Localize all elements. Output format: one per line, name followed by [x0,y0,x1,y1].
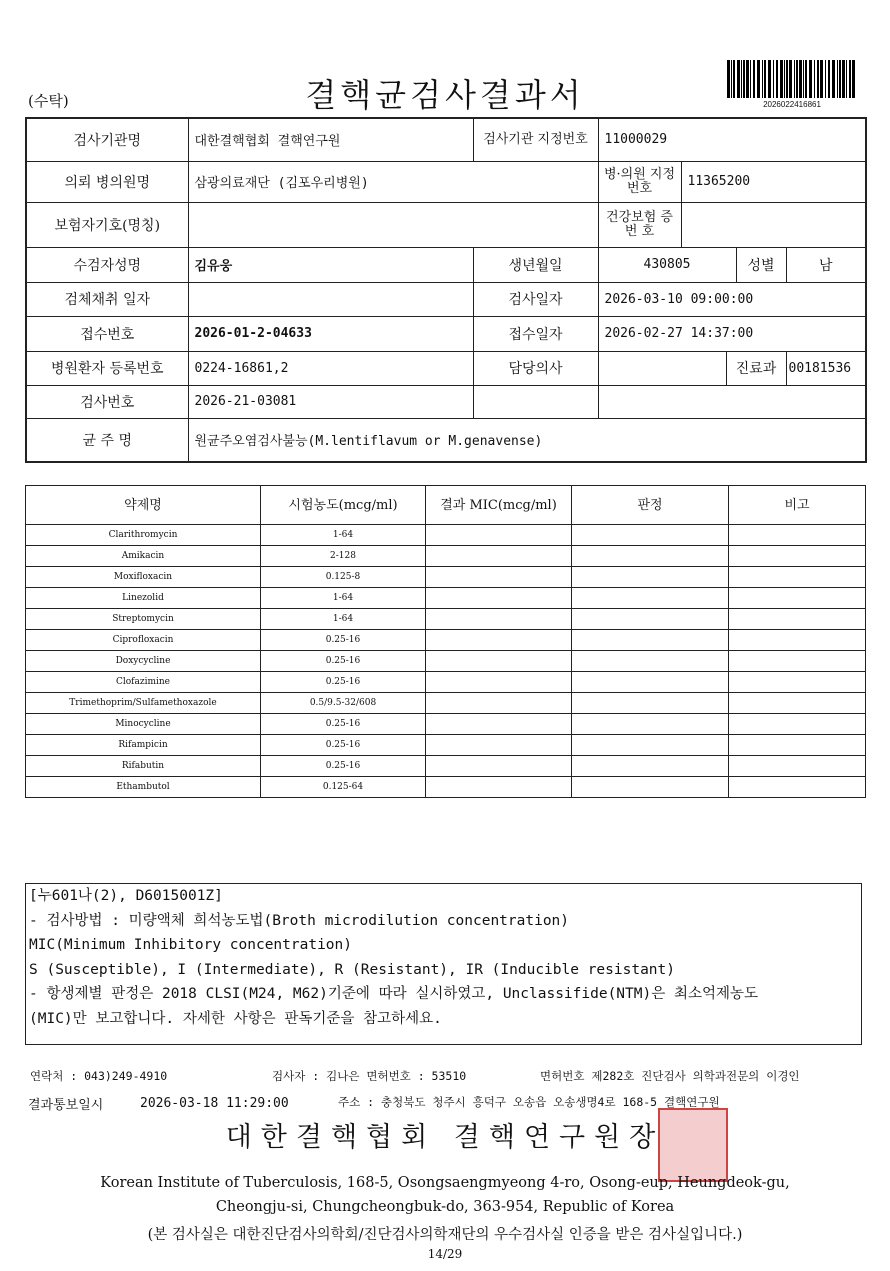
table-row [26,546,866,567]
barcode [727,60,857,98]
table-row [26,609,866,630]
interpretation [572,651,729,672]
mic-result [426,546,572,567]
receipt-date: 2026-02-27 14:37:00 [598,316,866,351]
certification: (본 검사실은 대한진단검사의학회/진단검사의학재단의 우수검사실 인증을 받은 검사실입니다.) [147,1227,743,1243]
mic-result [426,651,572,672]
table-header-row [26,486,866,525]
interpretation [572,672,729,693]
collect-label: 검체채취 일자 [26,282,188,316]
mic-result [426,525,572,546]
reg-no: 0224-16861,2 [188,351,473,385]
drug-name: Linezolid [26,588,261,609]
mic-result [426,714,572,735]
lab-name-label: 검사기관명 [26,118,188,161]
remarks [729,567,866,588]
specialist: 면허번호 제282호 진단검사 의학과전문의 이경인 [540,1069,800,1083]
drug-name: Clarithromycin [26,525,261,546]
report-time: 2026-03-18 11:29:00 [140,1096,289,1111]
lab-name: 대한결핵협회 결핵연구원 [188,118,473,161]
note-criteria-cont: (MIC)만 보고합니다. 자세한 사항은 판독기준을 참고하세요. [29,1010,442,1027]
test-concentration: 1-64 [261,525,426,546]
receipt-no: 2026-01-2-04633 [188,316,473,351]
interpretation [572,693,729,714]
insurance-no [681,202,866,247]
header-mic: 결과 MIC(mcg/ml) [426,486,572,525]
hospital-label: 의뢰 병의원명 [26,161,188,202]
report-time-label: 결과통보일시 [28,1098,104,1113]
lab-code-label: 검사기관 지정번호 [473,118,598,161]
interpretation [572,588,729,609]
remarks [729,546,866,567]
test-concentration: 0.25-16 [261,756,426,777]
remarks [729,525,866,546]
insurer [188,202,598,247]
patient-label: 수검자성명 [26,247,188,282]
remarks [729,693,866,714]
interpretation [572,756,729,777]
table-row [26,756,866,777]
interpretation [572,525,729,546]
header-drug: 약제명 [26,486,261,525]
test-no-label: 검사번호 [26,385,188,418]
notes-box [25,883,862,1045]
hospital: 삼광의료재단 (김포우리병원) [188,161,598,202]
mic-result [426,693,572,714]
receipt-no-label: 접수번호 [26,316,188,351]
english-address-2: Cheongju-si, Chungcheongbuk-do, 363-954, Republic of Korea [215,1199,675,1215]
contact: 연락처 : 043)249-4910 [30,1069,168,1083]
drug-name: Rifabutin [26,756,261,777]
consign-label: (수탁) [28,92,69,110]
test-date: 2026-03-10 09:00:00 [598,282,866,316]
collect-date [188,282,473,316]
remarks [729,588,866,609]
interpretation [572,609,729,630]
info-table [25,117,867,463]
hospital-code: 11365200 [681,161,866,202]
mic-result [426,756,572,777]
interpretation [572,714,729,735]
reg-no-label: 병원환자 등록번호 [26,351,188,385]
mic-result [426,588,572,609]
test-concentration: 0.25-16 [261,735,426,756]
drug-name: Rifampicin [26,735,261,756]
remarks [729,756,866,777]
hospital-code-label: 병·의원 지정번호 [598,161,681,202]
drug-name: Clofazimine [26,672,261,693]
test-date-label: 검사일자 [473,282,598,316]
insurer-label: 보험자기호(명칭) [26,202,188,247]
remarks [729,609,866,630]
table-row [26,777,866,798]
mic-result [426,735,572,756]
remarks [729,630,866,651]
address: 주소 : 충청북도 청주시 흥덕구 오송읍 오송생명4로 168-5 결핵연구원 [338,1095,720,1109]
sex-label: 성별 [736,247,786,282]
table-row [26,693,866,714]
patient-name: 김유웅 [188,247,473,282]
header-concentration: 시험농도(mcg/ml) [261,486,426,525]
drug-name: Ethambutol [26,777,261,798]
empty-cell [473,385,598,418]
doctor-label: 담당의사 [473,351,598,385]
table-row [26,525,866,546]
test-concentration: 0.25-16 [261,630,426,651]
mic-result [426,672,572,693]
test-concentration: 0.5/9.5-32/608 [261,693,426,714]
test-concentration: 1-64 [261,609,426,630]
remarks [729,714,866,735]
dept-label: 진료과 [726,351,786,385]
header-interpretation: 판정 [572,486,729,525]
species-label: 균 주 명 [26,418,188,462]
interpretation [572,546,729,567]
lab-code: 11000029 [598,118,866,161]
empty-cell [598,385,866,418]
insurance-no-label: 건강보험 증 번 호 [598,202,681,247]
birth-label: 생년월일 [473,247,598,282]
drug-name: Moxifloxacin [26,567,261,588]
note-legend: S (Susceptible), I (Intermediate), R (Resistant), IR (Inducible resistant) [29,961,676,978]
remarks [729,777,866,798]
drug-name: Trimethoprim/Sulfamethoxazole [26,693,261,714]
drug-name: Streptomycin [26,609,261,630]
table-row [26,567,866,588]
table-row [26,651,866,672]
page-number: 14/29 [427,1247,463,1261]
table-row [26,714,866,735]
remarks [729,672,866,693]
drug-name: Ciprofloxacin [26,630,261,651]
species: 원균주오염검사불능(M.lentiflavum or M.genavense) [188,418,866,462]
test-concentration: 0.25-16 [261,651,426,672]
interpretation [572,777,729,798]
test-concentration: 0.125-8 [261,567,426,588]
note-criteria: - 항생제별 판정은 2018 CLSI(M24, M62)기준에 따라 실시하였고, Unclassifide(NTM)은 최소억제농도 [29,986,759,1002]
test-no: 2026-21-03081 [188,385,473,418]
interpretation [572,630,729,651]
note-mic: MIC(Minimum Inhibitory concentration) [29,937,353,953]
table-row [26,630,866,651]
receipt-date-label: 접수일자 [473,316,598,351]
barcode-number: 2026022416861 [763,100,821,109]
note-method: - 검사방법 : 미량액체 희석농도법(Broth microdilution concentration) [29,912,570,929]
english-address-1: Korean Institute of Tuberculosis, 168-5, Osongsaengmyeong 4-ro, Osong-eup, Heungdeok-gu, [100,1175,790,1191]
sex: 남 [786,247,866,282]
mic-result [426,630,572,651]
organization-head: 대한결핵협회 결핵연구원장 [225,1122,665,1153]
table-row [26,672,866,693]
table-row [26,588,866,609]
mic-result [426,609,572,630]
mic-result [426,567,572,588]
page-title: 결핵균검사결과서 [305,76,585,114]
birth: 430805 [598,247,736,282]
test-concentration: 0.125-64 [261,777,426,798]
mic-result [426,777,572,798]
table-row [26,735,866,756]
drug-susceptibility-table [25,485,866,798]
test-concentration: 1-64 [261,588,426,609]
test-concentration: 2-128 [261,546,426,567]
drug-name: Minocycline [26,714,261,735]
remarks [729,651,866,672]
interpretation [572,735,729,756]
test-concentration: 0.25-16 [261,672,426,693]
dept: 00181536 [786,351,866,385]
test-concentration: 0.25-16 [261,714,426,735]
tester: 검사자 : 김나은 면허번호 : 53510 [272,1069,467,1083]
drug-name: Doxycycline [26,651,261,672]
note-code: [누601나(2), D6015001Z] [29,888,223,904]
remarks [729,735,866,756]
header-remarks: 비고 [729,486,866,525]
doctor [598,351,726,385]
interpretation [572,567,729,588]
drug-name: Amikacin [26,546,261,567]
